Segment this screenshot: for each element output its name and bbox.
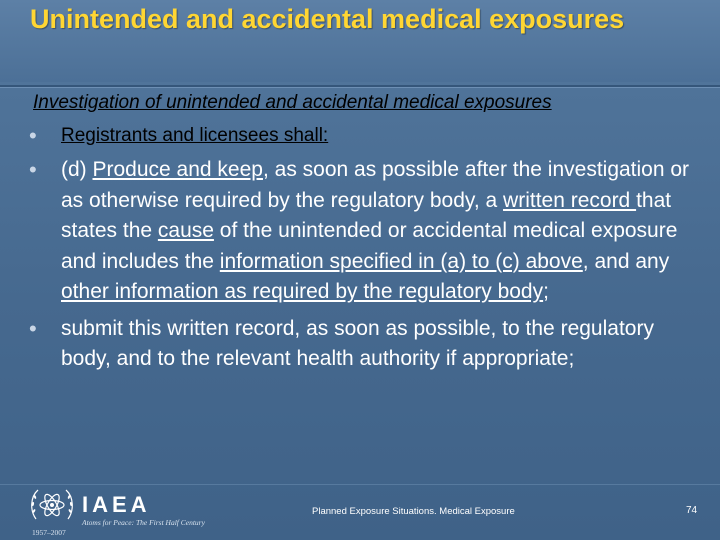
bullet-text-underlined: Produce and keep — [92, 158, 263, 181]
slide-subtitle: Investigation of unintended and accidental medical exposures — [33, 92, 552, 113]
bullet-text-segment: (d) — [61, 158, 93, 181]
page-number: 74 — [686, 505, 698, 516]
footer-caption: Planned Exposure Situations. Medical Exposure — [312, 506, 515, 517]
bullet-item — [29, 123, 704, 149]
footer-divider — [0, 484, 720, 485]
iaea-logo-tagline: Atoms for Peace: The First Half Century — [82, 518, 205, 527]
bullet-text-underlined: written record — [503, 188, 637, 212]
bullet-icon: • — [29, 123, 37, 148]
iaea-logo-years: 1957–2007 — [32, 528, 66, 537]
bullet-text-segment: , and any — [582, 249, 670, 273]
title-divider — [0, 85, 720, 88]
bullet-item — [29, 155, 704, 308]
bullet-text: Registrants and licensees shall: — [61, 125, 329, 146]
bullet-text: submit this written record, as soon as possible, to the regulatory body, and to the relevant health authority if appropriate; — [61, 316, 654, 370]
bullet-list — [29, 123, 704, 375]
bullet-text-segment: of the unintended or accidental medical exposure and includes the — [61, 219, 678, 273]
bullet-text-segment: , as soon as possible after the investigation or as otherwise required by the regulatory body, a — [61, 158, 690, 212]
iaea-atom-laurel-icon — [28, 485, 76, 525]
slide-title: Unintended and accidental medical exposures — [30, 4, 625, 34]
bullet-icon: • — [29, 315, 37, 341]
bullet-icon: • — [29, 157, 37, 182]
bullet-text-underlined: other information as required by the regulatory body — [61, 280, 544, 303]
bullet-text-underlined: information specified in (a) to (c) above — [219, 249, 583, 273]
bullet-text-segment: that states the — [61, 188, 672, 242]
bullet-item — [29, 314, 704, 375]
bullet-text-segment: ; — [543, 280, 549, 303]
bullet-text-underlined: cause — [157, 219, 214, 242]
iaea-logo-text: IAEA — [82, 492, 151, 517]
